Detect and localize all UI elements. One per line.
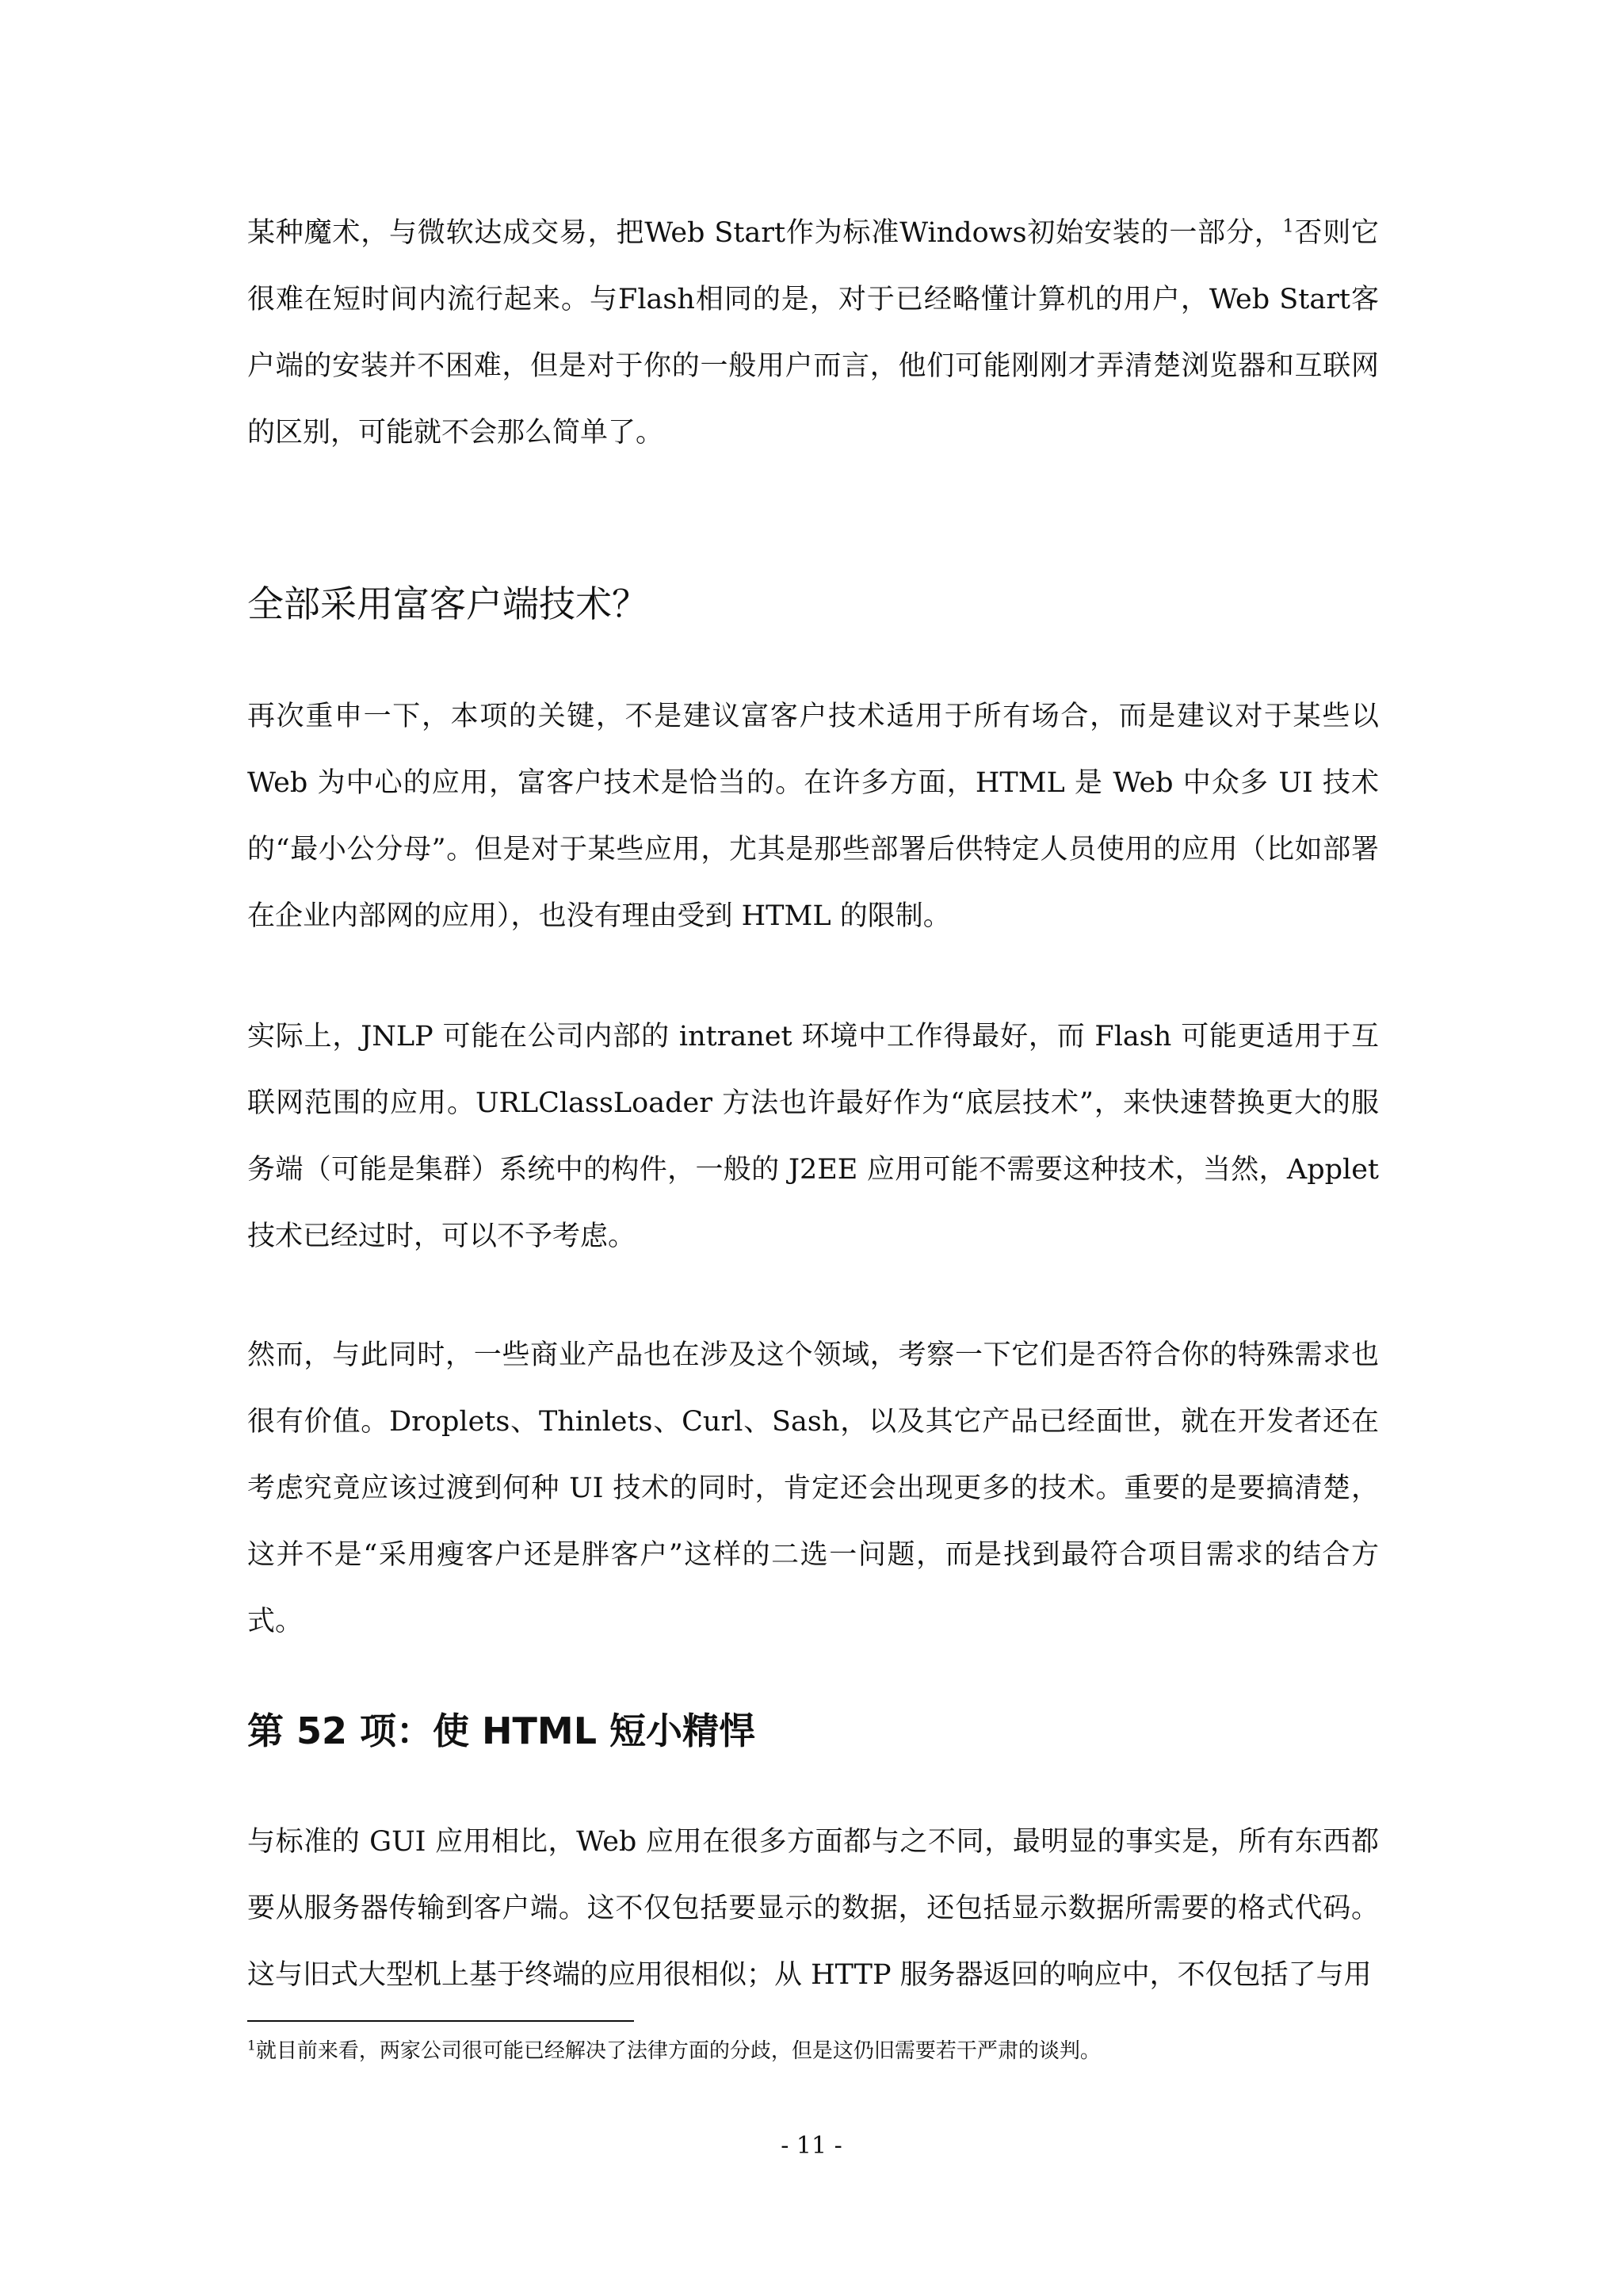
paragraph-web-start bbox=[247, 200, 1379, 466]
footnote-divider bbox=[247, 2020, 634, 2022]
page-number: - 11 - bbox=[781, 2132, 842, 2160]
paragraph-gui-comparison: 与标准的 GUI 应用相比，Web 应用在很多方面都与之不同，最明显的事实是，所有东西都要从服务器传输到客户端。这不仅包括要显示的数据，还包括显示数据所需要的格式代码。这与旧式大型机上基于终端的应用很相似；从 HTTP 服务器返回的响应中，不仅包括了与用 bbox=[247, 1826, 1379, 1991]
footnote-mark: 1 bbox=[247, 2038, 256, 2054]
footnote bbox=[247, 2035, 1379, 2067]
paragraph-commercial-products: 然而，与此同时，一些商业产品也在涉及这个领域，考察一下它们是否符合你的特殊需求也很有价值。Droplets、Thinlets、Curl、Sash，以及其它产品已经面世，就在开发者还在考虑究竟应该过渡到何种 UI 技术的同时，肯定还会出现更多的技术。重要的是要搞清楚，这并不是“采用瘦客户还是胖客户”这样的二选一问题，而是找到最符合项目需求的结合方式。 bbox=[247, 1339, 1379, 1637]
paragraph-jnlp: 实际上，JNLP 可能在公司内部的 intranet 环境中工作得最好，而 Flash 可能更适用于互联网范围的应用。URLClassLoader 方法也许最好作为“底层技术”，来快速替换更大的服务端（可能是集群）系统中的构件，一般的 J2EE 应用可能不需要这种技术，当然，Applet 技术已经过时，可以不予考虑。 bbox=[247, 1021, 1379, 1252]
paragraph-rich-client: 再次重申一下，本项的关键，不是建议富客户技术适用于所有场合，而是建议对于某些以Web 为中心的应用，富客户技术是恰当的。在许多方面，HTML 是 Web 中众多 UI 技术的“最小公分母”。但是对于某些应用，尤其是那些部署后供特定人员使用的应用（比如部署在企业内部网的应用），也没有理由受到 HTML 的限制。 bbox=[247, 701, 1379, 932]
item-heading: 第 52 项：使 HTML 短小精悍 bbox=[247, 1710, 756, 1752]
paragraph-text: 某种魔术，与微软达成交易，把Web Start作为标准Windows初始安装的一部分， bbox=[247, 217, 1283, 249]
section-heading: 全部采用富客户端技术？ bbox=[247, 583, 648, 625]
paragraph-text: 否则它很难在短时间内流行起来。与Flash相同的是，对于已经略懂计算机的用户，Web Start客户端的安装并不困难，但是对于你的一般用户而言，他们可能刚刚才弄清楚浏览器和互联网的区别，可能就不会那么简单了。 bbox=[247, 217, 1379, 449]
footnote-text: 就目前来看，两家公司很可能已经解决了法律方面的分歧，但是这仍旧需要若干严肃的谈判。 bbox=[255, 2039, 1101, 2063]
footnote-reference: 1 bbox=[1282, 216, 1294, 237]
